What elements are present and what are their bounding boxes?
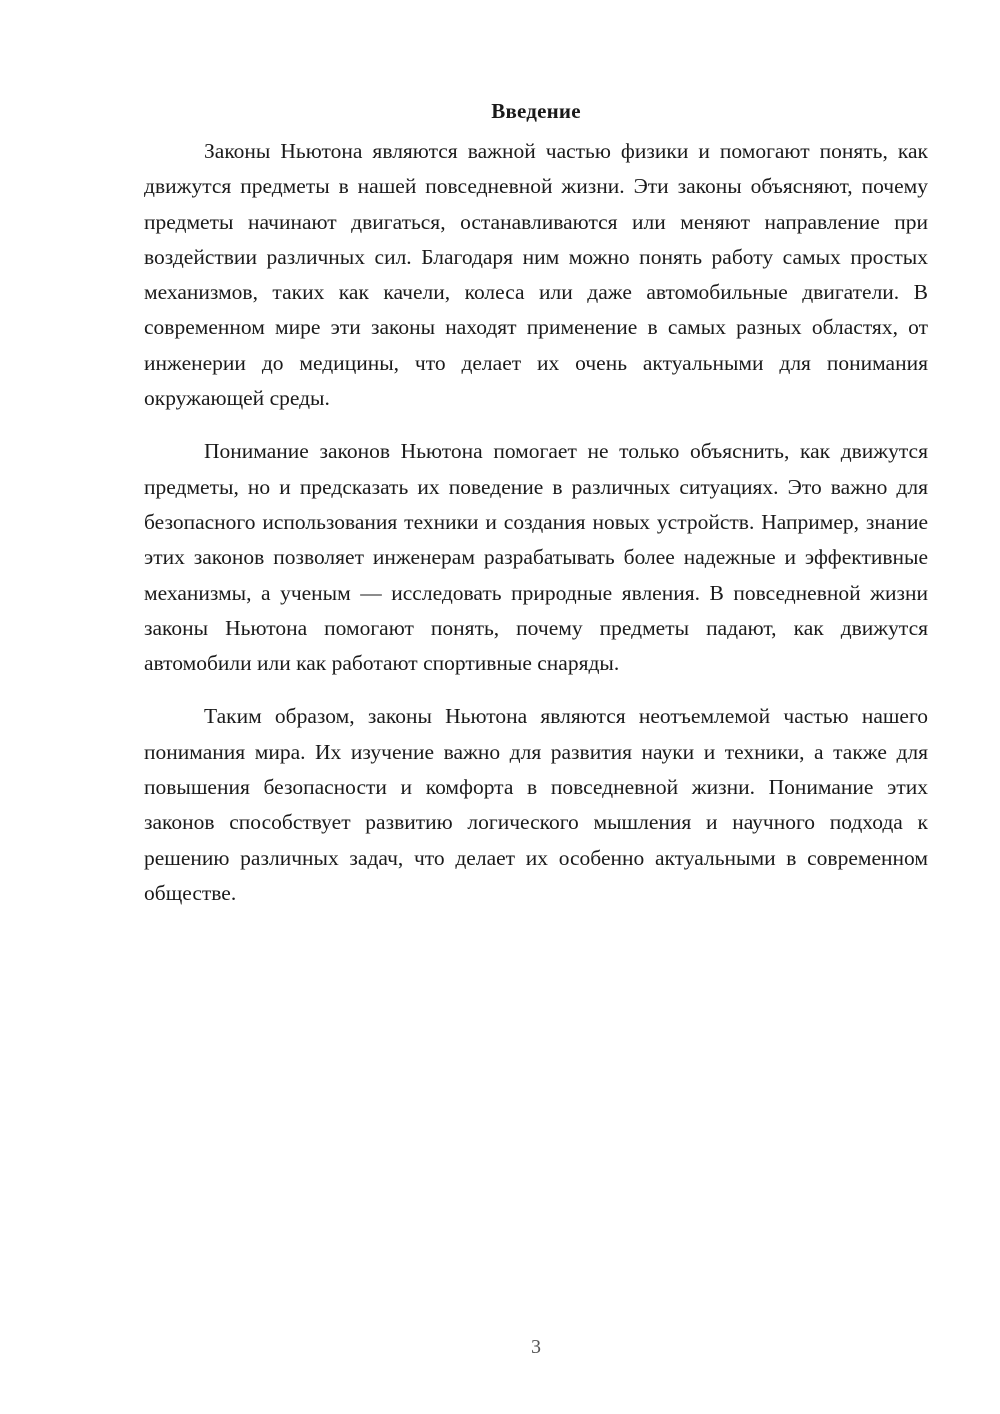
paragraph-2: Понимание законов Ньютона помогает не только объяснить, как движутся предметы, но и предсказать их поведение в различных ситуациях. Это важно для безопасного использования техники и создания новых устройств. Например, знание этих законов позволяет инженерам разрабатывать более надежные и эффективные механизмы, а ученым — исследовать природные явления. В повседневной жизни законы Ньютона помогают понять, почему предметы падают, как движутся автомобили или как работают спортивные снаряды. [144,439,928,676]
section-heading: Введение [491,99,581,123]
paragraph-1: Законы Ньютона являются важной частью физики и помогают понять, как движутся предметы в нашей повседневной жизни. Эти законы объясняют, почему предметы начинают двигаться, останавливаются или меняют направление при воздействии различных сил. Благодаря ним можно понять работу самых простых механизмов, таких как качели, колеса или даже автомобильные двигатели. В современном мире эти законы находят применение в самых разных областях, от инженерии до медицины, что делает их очень актуальными для понимания окружающей среды. [144,139,928,411]
paragraph-3: Таким образом, законы Ньютона являются неотъемлемой частью нашего понимания мира. Их изучение важно для развития науки и техники, а также для повышения безопасности и комфорта в повседневной жизни. Понимание этих законов способствует развитию логического мышления и научного подхода к решению различных задач, что делает их особенно актуальными в современном обществе. [144,704,928,905]
page-content [144,96,928,911]
page-number: 3 [531,1336,541,1358]
